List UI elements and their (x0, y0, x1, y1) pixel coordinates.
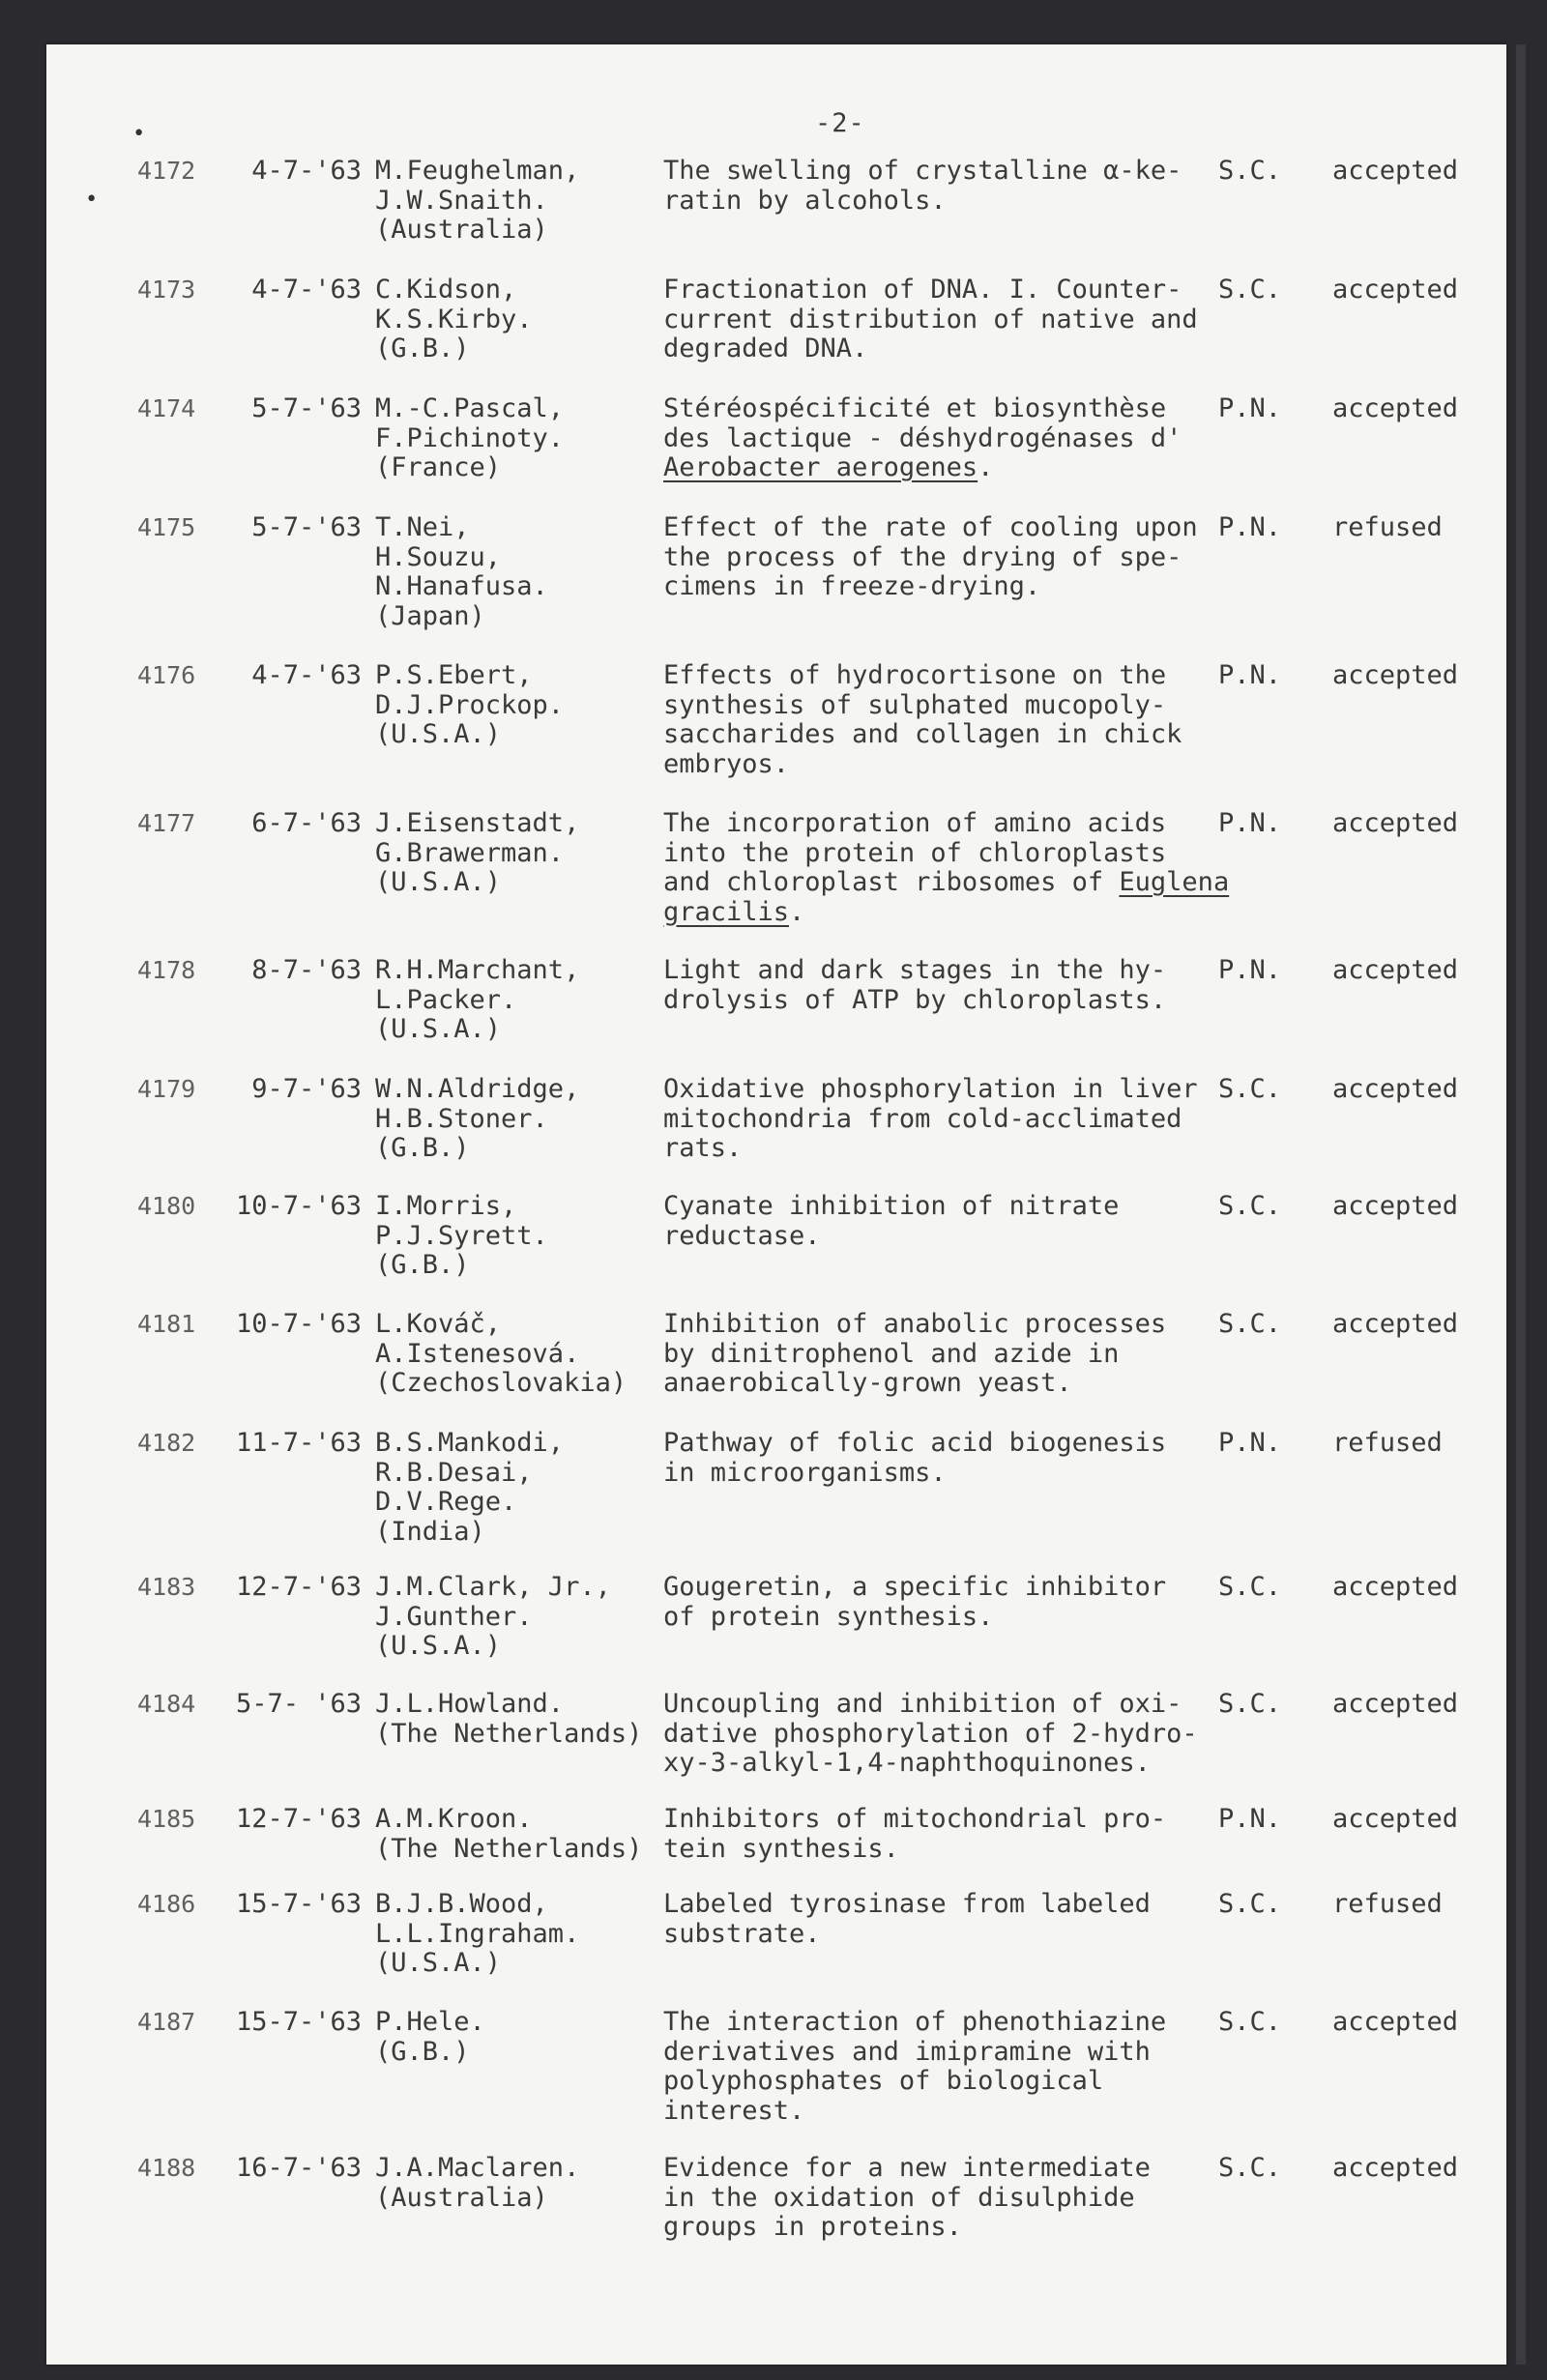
entry-number: 4188 (137, 2154, 196, 2182)
entry-journal: S.C. (1218, 1889, 1282, 1919)
author-line: (U.S.A.) (375, 719, 502, 749)
author-line: (Japan) (375, 600, 485, 631)
entry-authors (375, 1805, 642, 1864)
title-line: reductase. (663, 1220, 821, 1251)
entry-authors (375, 513, 548, 631)
title-line: Labeled tyrosinase from labeled (663, 1889, 1151, 1919)
entry-decision: accepted (1332, 660, 1459, 690)
entry-decision: accepted (1332, 156, 1459, 186)
entry-number: 4183 (137, 1573, 196, 1601)
entry-date: 6-7-'63 (251, 808, 362, 838)
author-line: L.L.Ingraham. (375, 1918, 580, 1949)
entry-journal: S.C. (1218, 275, 1282, 305)
title-line: of protein synthesis. (663, 1601, 994, 1632)
entry-number: 4179 (137, 1075, 196, 1103)
title-line: dative phosphorylation of 2-hydro- (663, 1718, 1198, 1749)
entry-decision: accepted (1332, 1191, 1459, 1221)
entry-title (663, 1890, 1151, 1949)
entry-title (663, 1075, 1198, 1164)
author-line: (U.S.A.) (375, 1014, 502, 1044)
entry-date: 5-7- '63 (236, 1689, 363, 1719)
entry-authors (375, 661, 564, 750)
title-line: cimens in freeze-drying. (663, 571, 1041, 601)
entry-authors (375, 2154, 579, 2213)
entry-authors (375, 1690, 642, 1749)
author-line: K.S.Kirby. (375, 304, 533, 334)
entry-number: 4185 (137, 1805, 196, 1833)
entry-title (663, 1192, 1119, 1251)
author-line: F.Pichinoty. (375, 422, 565, 453)
title-line: Inhibitors of mitochondrial pro- (663, 1804, 1167, 1834)
title-line: by dinitrophenol and azide in (663, 1338, 1120, 1369)
entry-authors (375, 1429, 564, 1547)
margin-dot: • (132, 122, 146, 146)
author-line: M.-C.Pascal, (375, 393, 565, 423)
entry-number: 4172 (137, 157, 196, 185)
entry-journal: P.N. (1218, 512, 1282, 542)
entry-date: 10-7-'63 (236, 1191, 363, 1221)
author-line: H.B.Stoner. (375, 1103, 548, 1134)
title-line: current distribution of native and (663, 304, 1198, 334)
entry-journal: S.C. (1218, 1572, 1282, 1602)
title-line: The interaction of phenothiazine (663, 2007, 1167, 2037)
title-line: xy-3-alkyl-1,4-naphthoquinones. (663, 1748, 1151, 1778)
author-line: W.N.Aldridge, (375, 1074, 580, 1104)
entry-number: 4186 (137, 1890, 196, 1918)
title-line: the process of the drying of spe- (663, 541, 1182, 572)
author-line: M.Feughelman, (375, 156, 580, 186)
entry-journal: S.C. (1218, 2153, 1282, 2183)
author-line: (U.S.A.) (375, 1948, 502, 1978)
entry-date: 15-7-'63 (236, 2007, 363, 2037)
title-line: mitochondria from cold-acclimated (663, 1103, 1182, 1134)
title-line: Oxidative phosphorylation in liver (663, 1074, 1198, 1104)
entry-authors (375, 157, 579, 246)
entry-title (663, 1429, 1166, 1488)
title-line: Fractionation of DNA. I. Counter- (663, 275, 1182, 305)
entry-title (663, 1805, 1166, 1864)
author-line: J.M.Clark, Jr., (375, 1572, 611, 1602)
author-line: R.B.Desai, (375, 1457, 533, 1488)
author-line: T.Nei, (375, 512, 470, 542)
entry-date: 5-7-'63 (251, 393, 362, 423)
entry-date: 4-7-'63 (251, 275, 362, 305)
entry-title (663, 1573, 1166, 1632)
entry-title (663, 1310, 1166, 1399)
author-line: B.J.B.Wood, (375, 1889, 548, 1919)
entry-decision: refused (1332, 1428, 1443, 1458)
entry-journal: S.C. (1218, 2007, 1282, 2037)
entry-number: 4175 (137, 513, 196, 541)
author-line: (U.S.A.) (375, 1631, 502, 1661)
author-line: J.A.Maclaren. (375, 2153, 580, 2183)
author-line: C.Kidson, (375, 275, 517, 305)
title-line: Gougeretin, a specific inhibitor (663, 1572, 1167, 1602)
entry-decision: accepted (1332, 2153, 1459, 2183)
entry-decision: accepted (1332, 275, 1459, 305)
entry-decision: accepted (1332, 808, 1459, 838)
entry-authors (375, 1075, 579, 1164)
entry-decision: accepted (1332, 955, 1459, 985)
author-line: (The Netherlands) (375, 1833, 643, 1864)
entry-journal: P.N. (1218, 1804, 1282, 1834)
title-line: Inhibition of anabolic processes (663, 1309, 1167, 1339)
entry-date: 4-7-'63 (251, 660, 362, 690)
entry-journal: P.N. (1218, 1428, 1282, 1458)
title-line: in the oxidation of disulphide (663, 2182, 1135, 2213)
entry-date: 16-7-'63 (236, 2153, 363, 2183)
entry-decision: accepted (1332, 1689, 1459, 1719)
entry-title (663, 276, 1198, 364)
title-line: Evidence for a new intermediate (663, 2153, 1151, 2183)
author-line: (U.S.A.) (375, 867, 502, 897)
entry-decision: accepted (1332, 1309, 1459, 1339)
entry-title (663, 513, 1198, 602)
entry-authors (375, 276, 533, 364)
entry-number: 4180 (137, 1192, 196, 1220)
entry-journal: P.N. (1218, 660, 1282, 690)
title-line: des lactique - déshydrogénases d' (663, 422, 1182, 453)
author-line: J.Gunther. (375, 1601, 533, 1632)
title-line: tein synthesis. (663, 1833, 899, 1864)
entry-journal: S.C. (1218, 1309, 1282, 1339)
entry-decision: accepted (1332, 1074, 1459, 1104)
entry-date: 9-7-'63 (251, 1074, 362, 1104)
entry-decision: refused (1332, 512, 1443, 542)
author-line: (Australia) (375, 215, 548, 245)
entry-title (663, 394, 1182, 483)
title-line: ratin by alcohols. (663, 185, 947, 216)
entry-authors (375, 1310, 627, 1399)
author-line: (The Netherlands) (375, 1718, 643, 1749)
binder-edge (1516, 44, 1526, 2365)
title-line: The swelling of crystalline α-ke- (663, 156, 1182, 186)
author-line: H.Souzu, (375, 541, 502, 572)
entry-date: 15-7-'63 (236, 1889, 363, 1919)
title-line: Stéréospécificité et biosynthèse (663, 393, 1167, 423)
title-line: Pathway of folic acid biogenesis (663, 1428, 1167, 1458)
entry-date: 10-7-'63 (236, 1309, 363, 1339)
entry-authors (375, 1573, 611, 1662)
entry-number: 4173 (137, 276, 196, 304)
title-line: Aerobacter aerogenes. (663, 452, 994, 482)
entry-decision: accepted (1332, 393, 1459, 423)
author-line: P.Hele. (375, 2007, 485, 2037)
entry-date: 4-7-'63 (251, 156, 362, 186)
entry-decision: accepted (1332, 1804, 1459, 1834)
entry-authors (375, 1192, 548, 1281)
title-line: anaerobically-grown yeast. (663, 1368, 1072, 1398)
author-line: J.W.Snaith. (375, 185, 548, 216)
author-line: (France) (375, 452, 502, 482)
author-line: (G.B.) (375, 1250, 470, 1280)
entry-number: 4187 (137, 2008, 196, 2036)
author-line: (India) (375, 1516, 485, 1547)
title-line: Cyanate inhibition of nitrate (663, 1191, 1120, 1221)
entry-number: 4182 (137, 1429, 196, 1457)
page-number: -2- (815, 108, 865, 138)
entry-title (663, 1690, 1198, 1779)
margin-dot: • (85, 188, 99, 212)
entry-date: 8-7-'63 (251, 955, 362, 985)
entry-authors (375, 2008, 485, 2067)
author-line: L.Kováč, (375, 1309, 502, 1339)
entry-journal: P.N. (1218, 393, 1282, 423)
title-line: Light and dark stages in the hy- (663, 955, 1167, 985)
title-line: gracilis. (663, 896, 805, 927)
entry-title (663, 809, 1229, 927)
title-line: polyphosphates of biological (663, 2066, 1104, 2096)
author-line: (G.B.) (375, 2036, 470, 2067)
entry-authors (375, 809, 579, 898)
entry-date: 12-7-'63 (236, 1804, 363, 1834)
entry-authors (375, 956, 579, 1045)
entry-title (663, 157, 1182, 216)
author-line: P.J.Syrett. (375, 1220, 548, 1251)
author-line: A.M.Kroon. (375, 1804, 533, 1834)
entry-journal: P.N. (1218, 808, 1282, 838)
author-line: P.S.Ebert, (375, 660, 533, 690)
author-line: A.Istenesová. (375, 1338, 580, 1369)
title-line: substrate. (663, 1918, 821, 1949)
entry-journal: S.C. (1218, 1191, 1282, 1221)
author-line: L.Packer. (375, 984, 517, 1015)
entry-journal: P.N. (1218, 955, 1282, 985)
title-line: into the protein of chloroplasts (663, 837, 1167, 868)
entry-authors (375, 394, 564, 483)
entry-number: 4177 (137, 809, 196, 837)
entry-number: 4184 (137, 1690, 196, 1718)
entry-title (663, 2154, 1151, 2243)
title-line: embryos. (663, 748, 790, 779)
author-line: I.Morris, (375, 1191, 517, 1221)
author-line: (G.B.) (375, 334, 470, 363)
title-line: in microorganisms. (663, 1457, 947, 1488)
entry-number: 4176 (137, 661, 196, 689)
title-line: saccharides and collagen in chick (663, 719, 1182, 749)
title-line: and chloroplast ribosomes of Euglena (663, 867, 1230, 897)
entry-number: 4181 (137, 1310, 196, 1338)
author-line: R.H.Marchant, (375, 955, 580, 985)
author-line: G.Brawerman. (375, 837, 565, 868)
entry-date: 5-7-'63 (251, 512, 362, 542)
entry-title (663, 2008, 1166, 2126)
entry-date: 11-7-'63 (236, 1428, 363, 1458)
author-line: J.Eisenstadt, (375, 808, 580, 838)
author-line: B.S.Mankodi, (375, 1428, 565, 1458)
author-line: D.V.Rege. (375, 1487, 517, 1517)
author-line: (G.B.) (375, 1133, 470, 1163)
title-line: Effects of hydrocortisone on the (663, 660, 1167, 690)
title-line: Uncoupling and inhibition of oxi- (663, 1689, 1182, 1719)
entry-decision: accepted (1332, 1572, 1459, 1602)
title-line: rats. (663, 1133, 743, 1163)
author-line: (Australia) (375, 2182, 548, 2213)
title-line: synthesis of sulphated mucopoly- (663, 689, 1167, 720)
author-line: D.J.Prockop. (375, 689, 565, 720)
author-line: (Czechoslovakia) (375, 1368, 628, 1398)
entry-number: 4174 (137, 394, 196, 422)
title-line: drolysis of ATP by chloroplasts. (663, 984, 1167, 1015)
entry-decision: accepted (1332, 2007, 1459, 2037)
entry-journal: S.C. (1218, 1074, 1282, 1104)
entry-authors (375, 1890, 579, 1979)
title-line: groups in proteins. (663, 2212, 962, 2242)
author-line: N.Hanafusa. (375, 571, 548, 601)
entry-title (663, 956, 1166, 1015)
entry-journal: S.C. (1218, 1689, 1282, 1719)
title-line: interest. (663, 2095, 805, 2126)
entry-journal: S.C. (1218, 156, 1282, 186)
title-line: degraded DNA. (663, 334, 868, 363)
title-line: The incorporation of amino acids (663, 808, 1167, 838)
entry-title (663, 661, 1182, 779)
entry-decision: refused (1332, 1889, 1443, 1919)
title-line: derivatives and imipramine with (663, 2036, 1151, 2067)
title-line: Effect of the rate of cooling upon (663, 512, 1198, 542)
author-line: J.L.Howland. (375, 1689, 565, 1719)
entry-number: 4178 (137, 956, 196, 984)
entry-date: 12-7-'63 (236, 1572, 363, 1602)
